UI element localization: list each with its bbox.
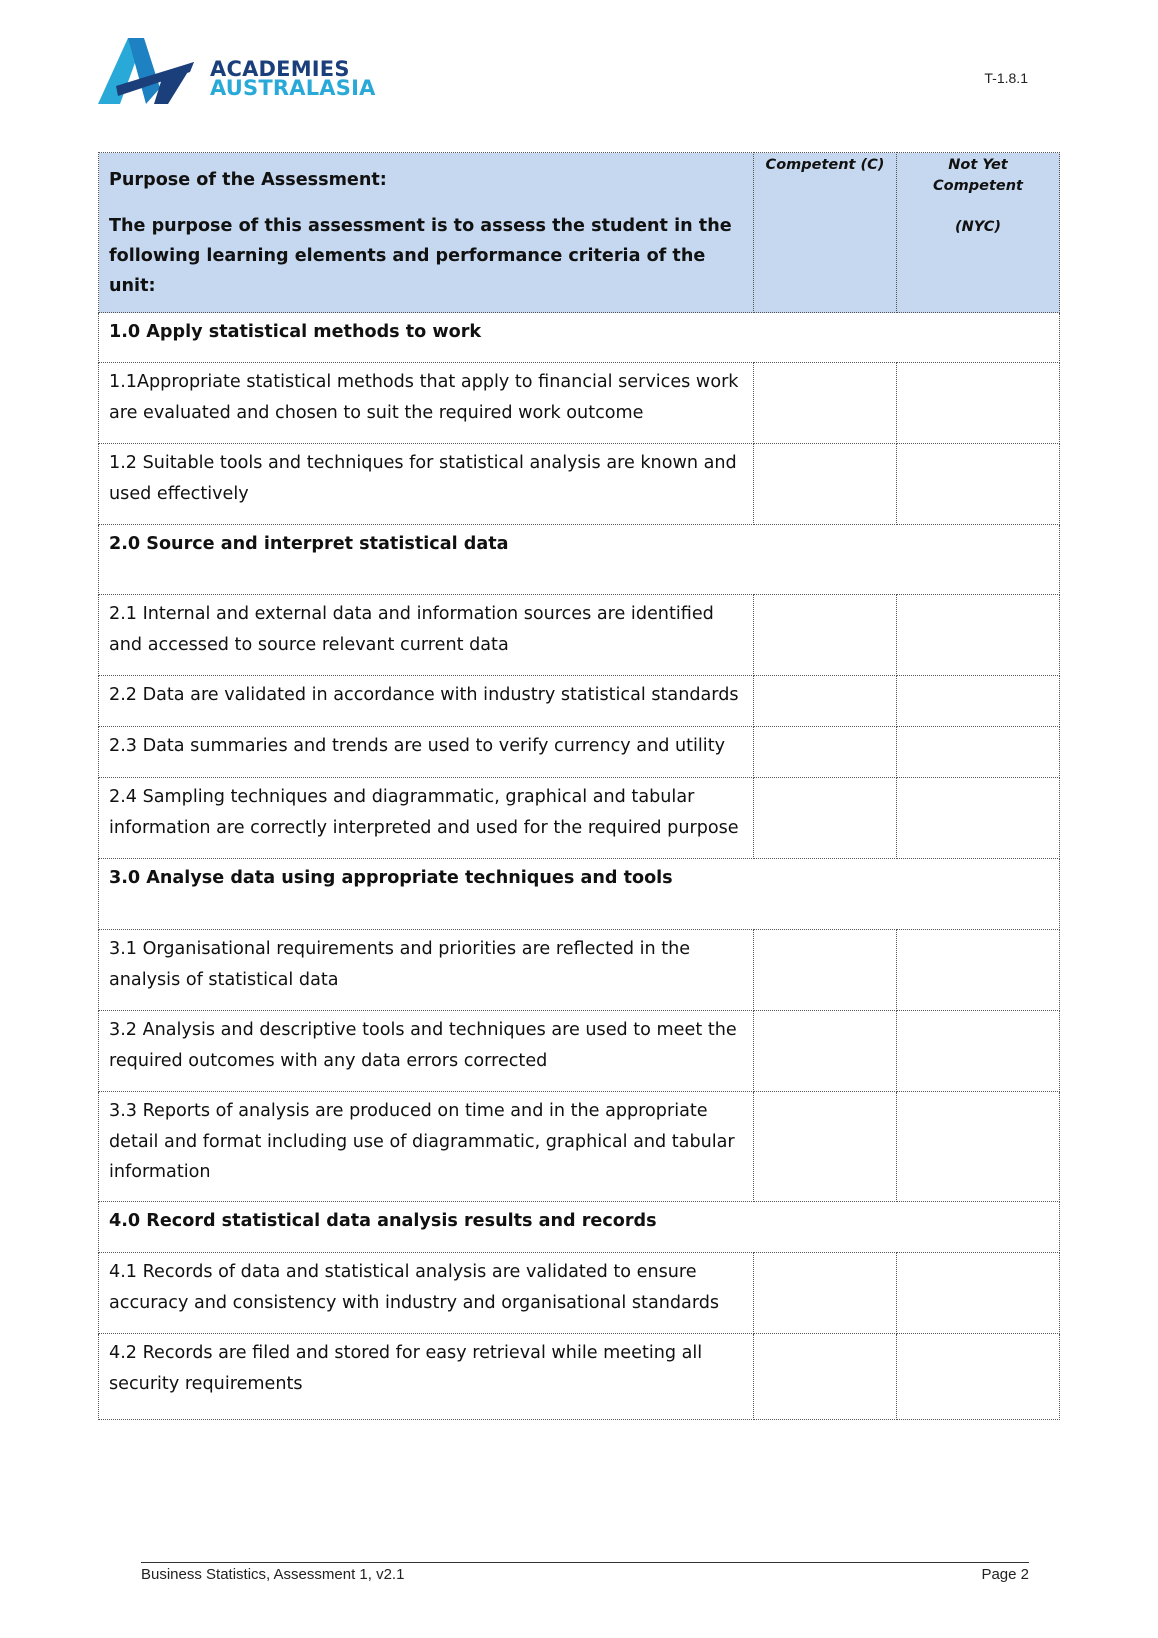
criteria-text: 4.2 Records are filed and stored for easy retrieval while meeting all security requirements (99, 1334, 754, 1420)
nyc-header-line-1: Not Yet Competent (933, 157, 1023, 194)
competent-checkbox-cell[interactable] (754, 1253, 897, 1334)
assessment-criteria-table (98, 152, 1060, 1420)
criteria-row (99, 676, 1060, 727)
section-heading: 4.0 Record statistical data analysis results and records (99, 1202, 1060, 1253)
footer-divider (141, 1562, 1029, 1563)
criteria-row (99, 363, 1060, 444)
criteria-text: 3.2 Analysis and descriptive tools and techniques are used to meet the required outcomes with any data errors corrected (99, 1011, 754, 1092)
table-header-row (99, 153, 1060, 313)
criteria-row (99, 444, 1060, 525)
nyc-header (897, 153, 1060, 313)
criteria-row (99, 595, 1060, 676)
nyc-checkbox-cell[interactable] (897, 595, 1060, 676)
logo-line-1: ACADEMIES (210, 57, 350, 81)
purpose-text: The purpose of this assessment is to assess the student in the following learning elements and performance criteria of the unit: (109, 216, 732, 296)
competent-checkbox-cell[interactable] (754, 363, 897, 444)
competent-checkbox-cell[interactable] (754, 1092, 897, 1202)
criteria-text: 3.1 Organisational requirements and priorities are reflected in the analysis of statistical data (99, 930, 754, 1011)
nyc-checkbox-cell[interactable] (897, 1334, 1060, 1420)
document-code: T-1.8.1 (984, 70, 1028, 86)
criteria-text: 2.4 Sampling techniques and diagrammatic, graphical and tabular information are correctly interpreted and used for the required purpose (99, 778, 754, 859)
footer-document-title: Business Statistics, Assessment 1, v2.1 (141, 1566, 405, 1583)
competent-checkbox-cell[interactable] (754, 727, 897, 778)
competent-checkbox-cell[interactable] (754, 930, 897, 1011)
competent-checkbox-cell[interactable] (754, 595, 897, 676)
section-row (99, 525, 1060, 595)
competent-checkbox-cell[interactable] (754, 1334, 897, 1420)
criteria-row (99, 1334, 1060, 1420)
logo-wordmark (210, 57, 376, 100)
competent-checkbox-cell[interactable] (754, 778, 897, 859)
nyc-checkbox-cell[interactable] (897, 444, 1060, 525)
section-row (99, 859, 1060, 930)
nyc-checkbox-cell[interactable] (897, 1011, 1060, 1092)
section-heading: 1.0 Apply statistical methods to work (99, 313, 1060, 363)
criteria-text: 2.2 Data are validated in accordance with industry statistical standards (99, 676, 754, 727)
nyc-checkbox-cell[interactable] (897, 363, 1060, 444)
criteria-text: 2.1 Internal and external data and information sources are identified and accessed to source relevant current data (99, 595, 754, 676)
nyc-checkbox-cell[interactable] (897, 727, 1060, 778)
criteria-row (99, 1253, 1060, 1334)
purpose-cell (99, 153, 754, 313)
criteria-text: 3.3 Reports of analysis are produced on time and in the appropriate detail and format including use of diagrammatic, graphical and tabular information (99, 1092, 754, 1202)
nyc-checkbox-cell[interactable] (897, 778, 1060, 859)
criteria-row (99, 778, 1060, 859)
criteria-text: 4.1 Records of data and statistical analysis are validated to ensure accuracy and consistency with industry and organisational standards (99, 1253, 754, 1334)
competent-checkbox-cell[interactable] (754, 676, 897, 727)
nyc-checkbox-cell[interactable] (897, 1253, 1060, 1334)
criteria-row (99, 1092, 1060, 1202)
purpose-title: Purpose of the Assessment: (109, 170, 387, 190)
criteria-text: 1.2 Suitable tools and techniques for statistical analysis are known and used effectively (99, 444, 754, 525)
footer-page-number: Page 2 (981, 1566, 1029, 1583)
nyc-checkbox-cell[interactable] (897, 676, 1060, 727)
section-row (99, 313, 1060, 363)
academies-logo-icon (98, 36, 202, 108)
criteria-text: 2.3 Data summaries and trends are used to verify currency and utility (99, 727, 754, 778)
competent-checkbox-cell[interactable] (754, 444, 897, 525)
logo-line-2: AUSTRALASIA (210, 76, 376, 100)
competent-checkbox-cell[interactable] (754, 1011, 897, 1092)
criteria-text: 1.1Appropriate statistical methods that apply to financial services work are evaluated and chosen to suit the required work outcome (99, 363, 754, 444)
criteria-row (99, 1011, 1060, 1092)
nyc-header-line-2: (NYC) (954, 219, 1001, 235)
competent-header: Competent (C) (754, 153, 897, 313)
nyc-checkbox-cell[interactable] (897, 1092, 1060, 1202)
section-row (99, 1202, 1060, 1253)
section-heading: 2.0 Source and interpret statistical data (99, 525, 1060, 595)
criteria-row (99, 930, 1060, 1011)
academies-australasia-logo (98, 36, 376, 108)
criteria-row (99, 727, 1060, 778)
section-heading: 3.0 Analyse data using appropriate techniques and tools (99, 859, 1060, 930)
nyc-checkbox-cell[interactable] (897, 930, 1060, 1011)
